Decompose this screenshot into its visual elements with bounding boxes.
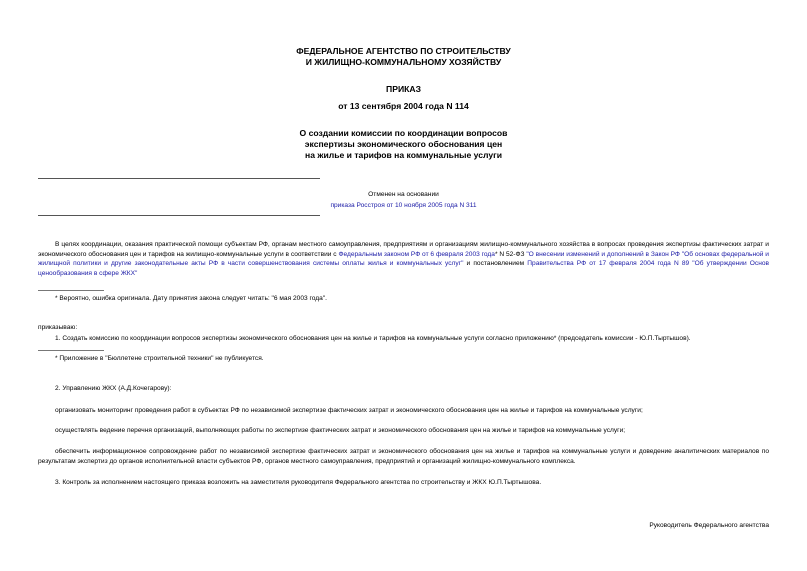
order-item-3: 3. Контроль за исполнением настоящего приказа возложить на заместителя руководителя Федерального агентства по строительству и ЖКХ Ю.П.Тыртышова. — [55, 479, 542, 486]
doc-title-line3: на жилье и тарифов на коммунальные услуги — [305, 150, 502, 160]
footnote-1: * Вероятно, ошибка оригинала. Дату принятия закона следует читать: "6 мая 2003 года". — [55, 295, 327, 302]
agency-name-line2: И ЖИЛИЩНО-КОММУНАЛЬНОМУ ХОЗЯЙСТВУ — [305, 57, 502, 67]
doc-type: ПРИКАЗ — [386, 84, 421, 94]
status-rule-bottom — [38, 215, 320, 216]
order-item-2-c: обеспечить информационное сопровождение работ по независимой экспертизе фактических затрат и экономического обоснования цен на жилье и тарифов на коммунальные услуги и доведение аналитических материалов по результатам экспертиз до органов исполнительной власти субъектов РФ, органов местного самоуправления, предприятий и организаций жилищно-коммунального комплекса. — [38, 448, 769, 465]
preamble-paragraph — [38, 240, 769, 278]
doc-title-line1: О создании комиссии по координации вопросов — [299, 128, 508, 138]
status-rule-top — [38, 178, 320, 179]
preamble-text-1: В целях координации, оказания практической помощи субъектам РФ, органам местного самоуправления, предприятиям и организациям жилищно-коммунального хозяйства в вопросах проведения экспертизы фактических затрат и экономического обоснования цен и тарифов на жилищно-коммунальные услуги в соответствии с — [38, 241, 769, 258]
doc-date-number: от 13 сентября 2004 года N 114 — [338, 101, 469, 111]
doc-title-line2: экспертизы экономического обоснования цен — [304, 139, 503, 149]
order-item-2: 2. Управлению ЖКХ (А.Д.Кочегарову): — [55, 385, 172, 392]
preamble-text-2: * N 52-ФЗ — [494, 250, 527, 258]
order-item-1: 1. Создать комиссию по координации вопросов экспертизы экономического обоснования цен на жилье и тарифов на коммунальные услуги согласно приложению* (председатель комиссии - Ю.П.Тыртышов). — [55, 335, 691, 342]
status-cancelled-link[interactable]: приказа Росстроя от 10 ноября 2005 года N 311 — [330, 202, 477, 209]
government-decree-link[interactable]: Правительства РФ от 17 февраля 2004 года N 89 "Об утверждении Основ ценообразования в сфере ЖКХ" — [38, 260, 770, 277]
order-item-2-a: организовать мониторинг проведения работ в субъектах РФ по независимой экспертизе фактических затрат и экономического обоснования цен на жилье и тарифов на коммунальные услуги; — [55, 407, 643, 414]
signature-title: Руководитель Федерального агентства — [649, 522, 769, 529]
footnote-rule-2 — [38, 350, 104, 351]
footnote-rule-1 — [38, 290, 104, 291]
law-link[interactable]: Федеральным законом РФ от 6 февраля 2003 года — [338, 250, 495, 258]
order-word: приказываю: — [38, 324, 78, 331]
law-amendment-link[interactable]: "О внесении изменений и дополнений в Закон РФ "Об основах федеральной и жилищной политики и другие законодательные акты РФ в части совершенствования системы оплаты жилья и коммунальных услуг" — [38, 250, 769, 267]
status-cancelled-text: Отменен на основании — [368, 191, 439, 198]
preamble-text-3: и постановлением — [463, 260, 528, 267]
footnote-2: * Приложение в "Бюллетене строительной техники" не публикуется. — [55, 355, 264, 362]
order-item-2-b: осуществлять ведение перечня организаций, выполняющих работы по экспертизе фактических затрат и экономического обоснования цен на жилье и тарифов на коммунальные услуги; — [55, 427, 626, 434]
agency-name-line1: ФЕДЕРАЛЬНОЕ АГЕНТСТВО ПО СТРОИТЕЛЬСТВУ — [296, 46, 511, 56]
